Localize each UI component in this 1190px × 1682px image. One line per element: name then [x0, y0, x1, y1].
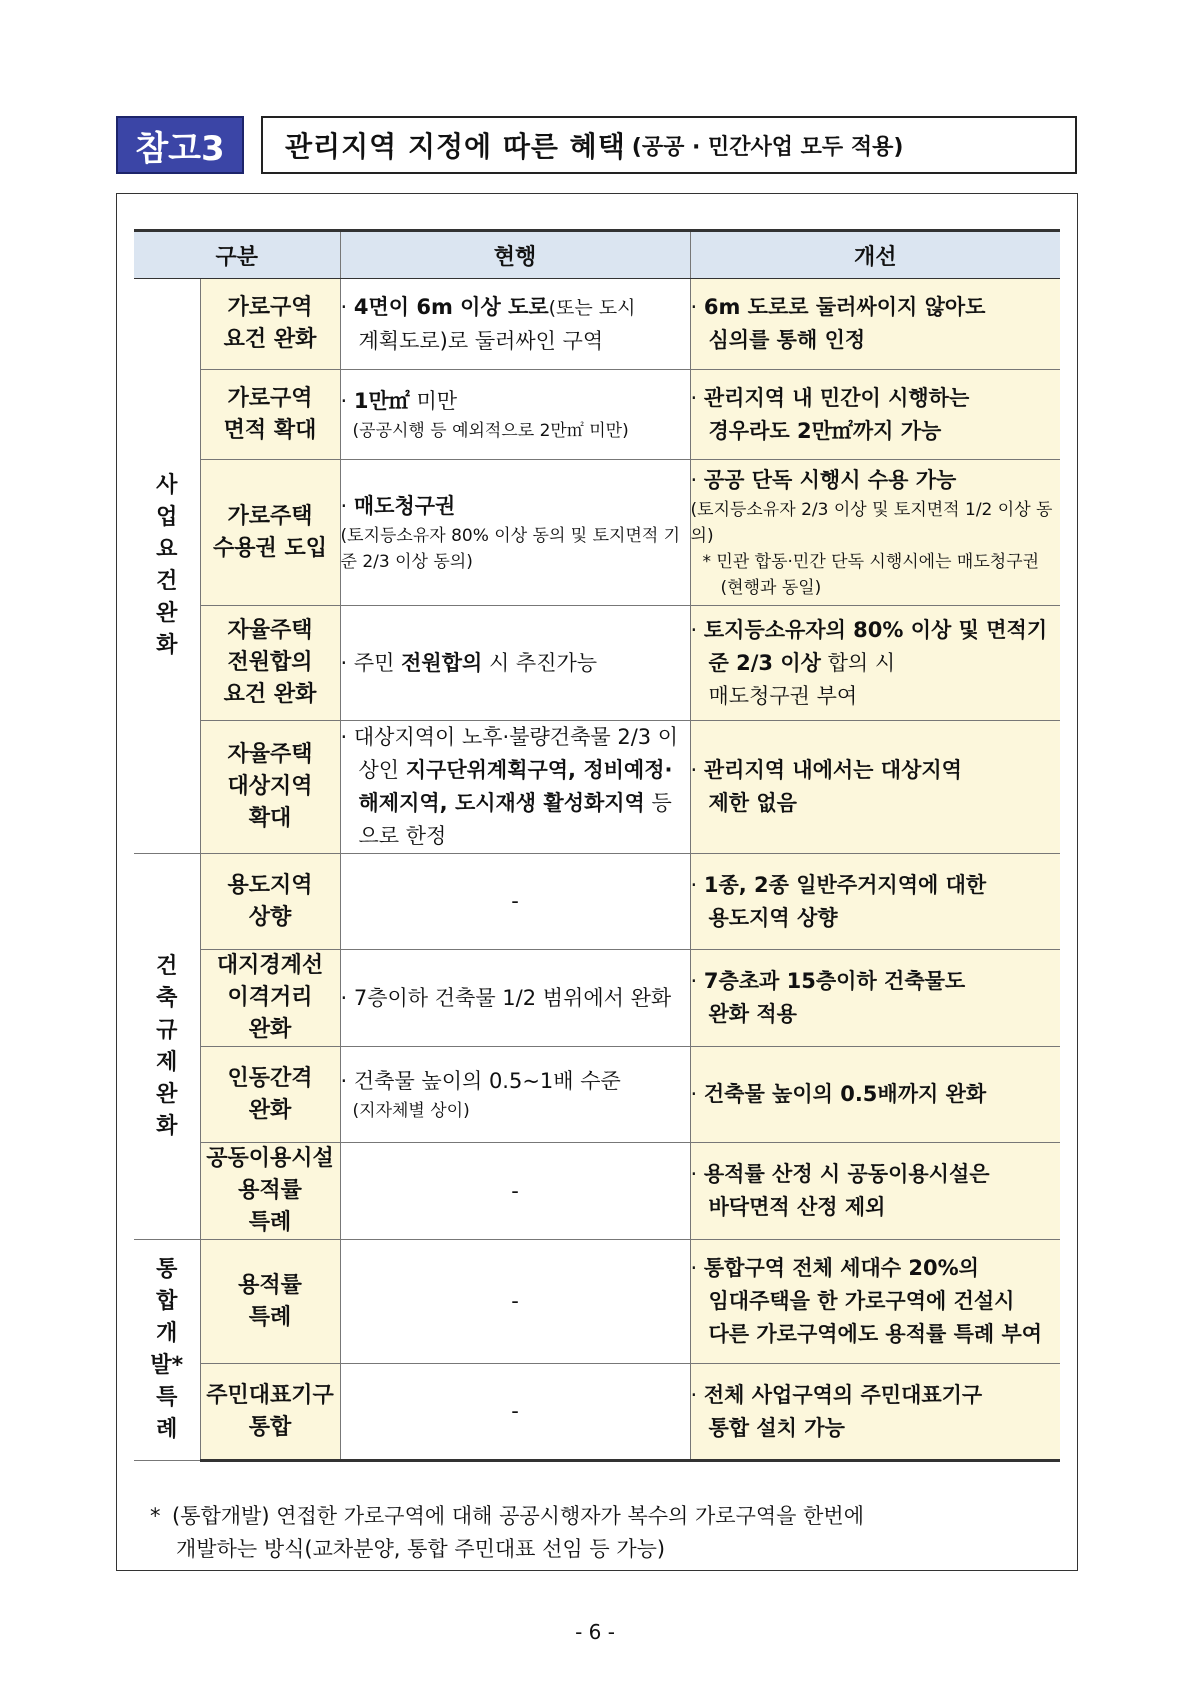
improved-cell: · 용적률 산정 시 공동이용시설은 바닥면적 산정 제외: [690, 1143, 1060, 1240]
current-cell: · 건축물 높이의 0.5~1배 수준 (지자체별 상이): [340, 1047, 690, 1143]
item-cell: 가로구역 요건 완화: [200, 279, 340, 370]
current-cell: · 4면이 6m 이상 도로(또는 도시 계획도로)로 둘러싸인 구역: [340, 279, 690, 370]
improved-cell: · 공공 단독 시행시 수용 가능 (토지등소유자 2/3 이상 및 토지면적 1/2 이상 동의) * 민관 합동·민간 단독 시행시에는 매도청구권(현행과 동일): [690, 460, 1060, 606]
improved-cell: · 통합구역 전체 세대수 20%의 임대주택을 한 가로구역에 건설시 다른 가로구역에도 용적률 특례 부여: [690, 1240, 1060, 1364]
improved-cell: · 관리지역 내에서는 대상지역 제한 없음: [690, 721, 1060, 854]
table-header-row: [134, 231, 1060, 279]
category-building-regulations: 건 축 규 제 완 화: [134, 854, 200, 1240]
item-cell: 용도지역 상향: [200, 854, 340, 950]
current-cell: · 1만㎡ 미만 (공공시행 등 예외적으로 2만㎡ 미만): [340, 370, 690, 460]
current-cell: · 대상지역이 노후·불량건축물 2/3 이상인 지구단위계획구역, 정비예정·해제지역, 도시재생 활성화지역 등으로 한정: [340, 721, 690, 854]
current-cell: -: [340, 854, 690, 950]
item-cell: 자율주택 대상지역 확대: [200, 721, 340, 854]
current-cell: -: [340, 1143, 690, 1240]
table-row: [134, 1047, 1060, 1143]
table-row: [134, 460, 1060, 606]
page-subtitle: (공공 · 민간사업 모두 적용): [631, 134, 904, 160]
improved-cell: · 6m 도로로 둘러싸이지 않아도 심의를 통해 인정: [690, 279, 1060, 370]
improved-cell: · 관리지역 내 민간이 시행하는 경우라도 2만㎡까지 가능: [690, 370, 1060, 460]
category-integrated-development: 통 합 개 발* 특 례: [134, 1240, 200, 1461]
improved-cell: · 건축물 높이의 0.5배까지 완화: [690, 1047, 1060, 1143]
benefits-table: [134, 229, 1060, 1462]
item-cell: 자율주택 전원합의 요건 완화: [200, 606, 340, 721]
table-row: [134, 1143, 1060, 1240]
item-cell: 용적률 특례: [200, 1240, 340, 1364]
header-current: 현행: [340, 231, 690, 279]
item-cell: 가로주택 수용권 도입: [200, 460, 340, 606]
title-box: [261, 116, 1077, 174]
current-cell: · 7층이하 건축물 1/2 범위에서 완화: [340, 950, 690, 1047]
current-cell: · 주민 전원합의 시 추진가능: [340, 606, 690, 721]
page-number: - 6 -: [575, 1620, 615, 1644]
current-cell: -: [340, 1364, 690, 1461]
table-row: [134, 721, 1060, 854]
current-cell: -: [340, 1240, 690, 1364]
table-row: [134, 370, 1060, 460]
item-cell: 대지경계선 이격거리 완화: [200, 950, 340, 1047]
category-business-requirements: 사 업 요 건 완 화: [134, 279, 200, 854]
item-cell: 공동이용시설 용적률 특례: [200, 1143, 340, 1240]
item-cell: 인동간격 완화: [200, 1047, 340, 1143]
table-row: [134, 279, 1060, 370]
header-improved: 개선: [690, 231, 1060, 279]
reference-badge: 참고3: [116, 116, 244, 174]
improved-cell: · 1종, 2종 일반주거지역에 대한 용도지역 상향: [690, 854, 1060, 950]
table-row: [134, 1364, 1060, 1461]
item-cell: 가로구역 면적 확대: [200, 370, 340, 460]
current-cell: · 매도청구권 (토지등소유자 80% 이상 동의 및 토지면적 기준 2/3 이상 동의): [340, 460, 690, 606]
footnote: * (통합개발) 연접한 가로구역에 대해 공공시행자가 복수의 가로구역을 한번에 개발하는 방식(교차분양, 통합 주민대표 선임 등 가능): [150, 1504, 864, 1561]
item-cell: 주민대표기구 통합: [200, 1364, 340, 1461]
header-category: 구분: [134, 231, 340, 279]
improved-cell: · 전체 사업구역의 주민대표기구 통합 설치 가능: [690, 1364, 1060, 1461]
improved-cell: · 7층초과 15층이하 건축물도 완화 적용: [690, 950, 1060, 1047]
table-row: [134, 1240, 1060, 1364]
table-row: [134, 950, 1060, 1047]
table-row: [134, 854, 1060, 950]
page-title: 관리지역 지정에 따른 혜택: [285, 130, 626, 163]
improved-cell: · 토지등소유자의 80% 이상 및 면적기준 2/3 이상 합의 시 매도청구권 부여: [690, 606, 1060, 721]
table-row: [134, 606, 1060, 721]
